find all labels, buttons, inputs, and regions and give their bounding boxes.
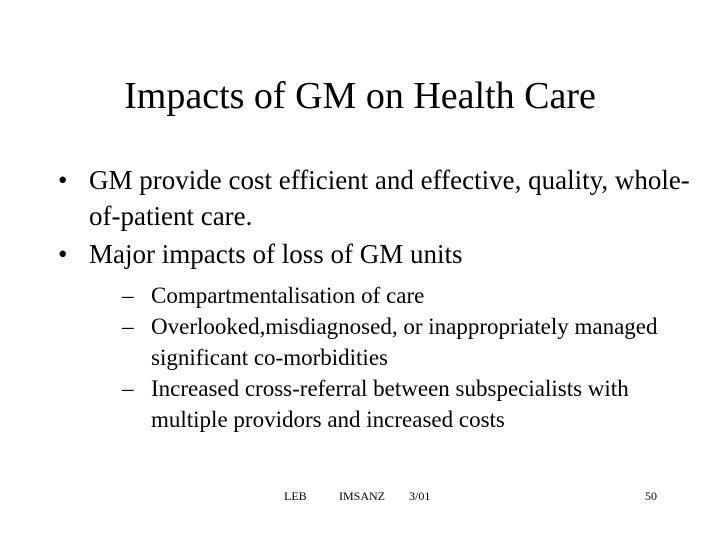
sub-bullet-marker: – xyxy=(122,314,134,339)
footer-author: LEB xyxy=(284,489,307,503)
sub-bullet-text: Overlooked,misdiagnosed, or inappropriately managed significant co-morbidities xyxy=(151,314,658,370)
footer-date: 3/01 xyxy=(409,489,431,503)
bullet-item xyxy=(58,162,698,234)
bullet-text: Major impacts of loss of GM units xyxy=(89,239,463,269)
sub-bullet-item xyxy=(89,373,698,435)
sub-bullet-marker: – xyxy=(122,376,134,401)
sub-bullet-marker: – xyxy=(122,283,134,308)
sub-bullet-list xyxy=(89,280,698,435)
sub-bullet-text: Increased cross-referral between subspecialists with multiple providors and increased costs xyxy=(151,376,629,432)
bullet-list xyxy=(58,162,698,437)
bullet-text: GM provide cost efficient and effective, quality, whole-of-patient care. xyxy=(89,165,690,231)
bullet-marker: • xyxy=(58,239,68,269)
bullet-item xyxy=(58,236,698,435)
sub-bullet-item xyxy=(89,280,698,311)
footer-organization: IMSANZ xyxy=(339,489,386,503)
slide-title: Impacts of GM on Health Care xyxy=(124,75,596,117)
bullet-marker: • xyxy=(58,165,68,195)
sub-bullet-item xyxy=(89,311,698,373)
sub-bullet-text: Compartmentalisation of care xyxy=(151,283,425,308)
page-number: 50 xyxy=(645,489,657,503)
